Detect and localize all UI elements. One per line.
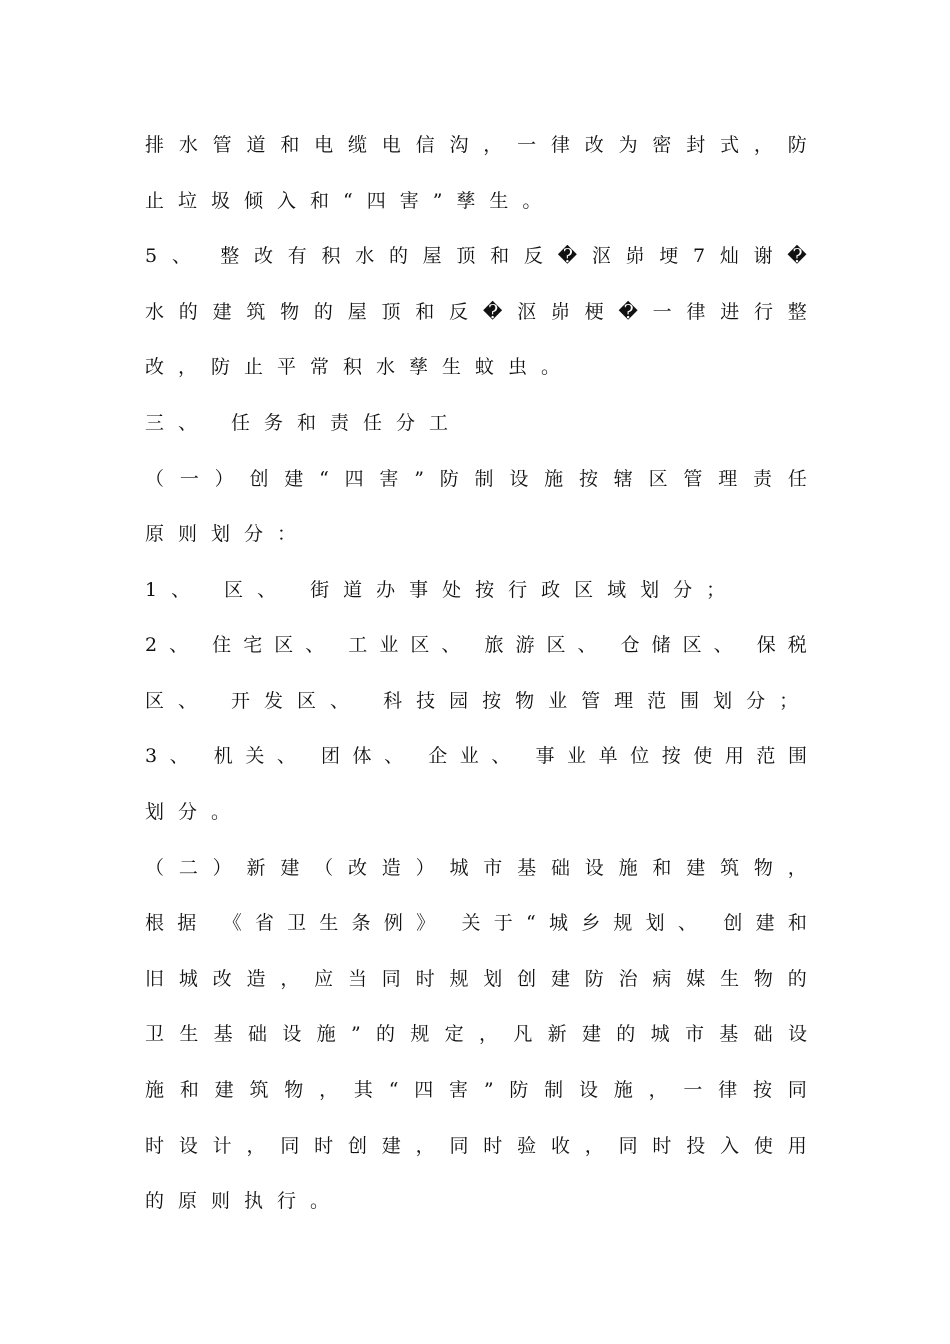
text-line-16: 旧 城 改 造 ， 应 当 同 时 规 划 创 建 防 治 病 媒 生 物 的	[145, 968, 807, 990]
text-line-19: 时 设 计 ， 同 时 创 建 ， 同 时 验 收 ， 同 时 投 入 使 用	[145, 1135, 807, 1157]
text-line-5: 改，防止平常积水孳生蚊虫。	[145, 356, 575, 378]
text-line-3: 5 、 整 改 有 积 水 的 屋 顶 和 反 � 沤 峁 埂 7 灿 谢 �	[145, 245, 807, 267]
list-item-2: 2 、 住 宅 区 、 工 业 区 、 旅 游 区 、 仓 储 区 、 保 税	[145, 634, 807, 656]
text-line-1: 排 水 管 道 和 电 缆 电 信 沟 ， 一 律 改 为 密 封 式 ， 防	[145, 134, 807, 156]
text-line-20: 的原则执行。	[145, 1190, 344, 1212]
text-line-18: 施 和 建 筑 物 ， 其 “ 四 害 ” 防 制 设 施 ， 一 律 按 同	[145, 1079, 807, 1101]
list-item-3-cont: 划分。	[145, 801, 245, 823]
list-item-1: 1、 区、 街道办事处按行政区域划分；	[145, 579, 740, 601]
text-line-15: 根 据 《 省 卫 生 条 例 》 关 于 “ 城 乡 规 划 、 创 建 和	[145, 912, 807, 934]
text-line-7: （ 一 ） 创 建 “ 四 害 ” 防 制 设 施 按 辖 区 管 理 责 任	[145, 468, 807, 490]
text-line-8: 原则划分：	[145, 523, 311, 545]
text-line-2: 止垃圾倾入和“四害”孳生。	[145, 190, 556, 212]
list-item-3: 3 、 机 关 、 团 体 、 企 业 、 事 业 单 位 按 使 用 范 围	[145, 745, 807, 767]
text-line-4: 水 的 建 筑 物 的 屋 顶 和 反 � 沤 峁 梗 � 一 律 进 行 整	[145, 301, 807, 323]
section-heading: 三、 任务和责任分工	[145, 412, 463, 434]
text-line-14: （ 二 ） 新 建 （ 改 造 ） 城 市 基 础 设 施 和 建 筑 物 ，	[145, 857, 807, 879]
list-item-2-cont: 区、 开发区、 科技园按物业管理范围划分；	[145, 690, 813, 712]
text-line-17: 卫 生 基 础 设 施 ” 的 规 定 ， 凡 新 建 的 城 市 基 础 设	[145, 1023, 807, 1045]
